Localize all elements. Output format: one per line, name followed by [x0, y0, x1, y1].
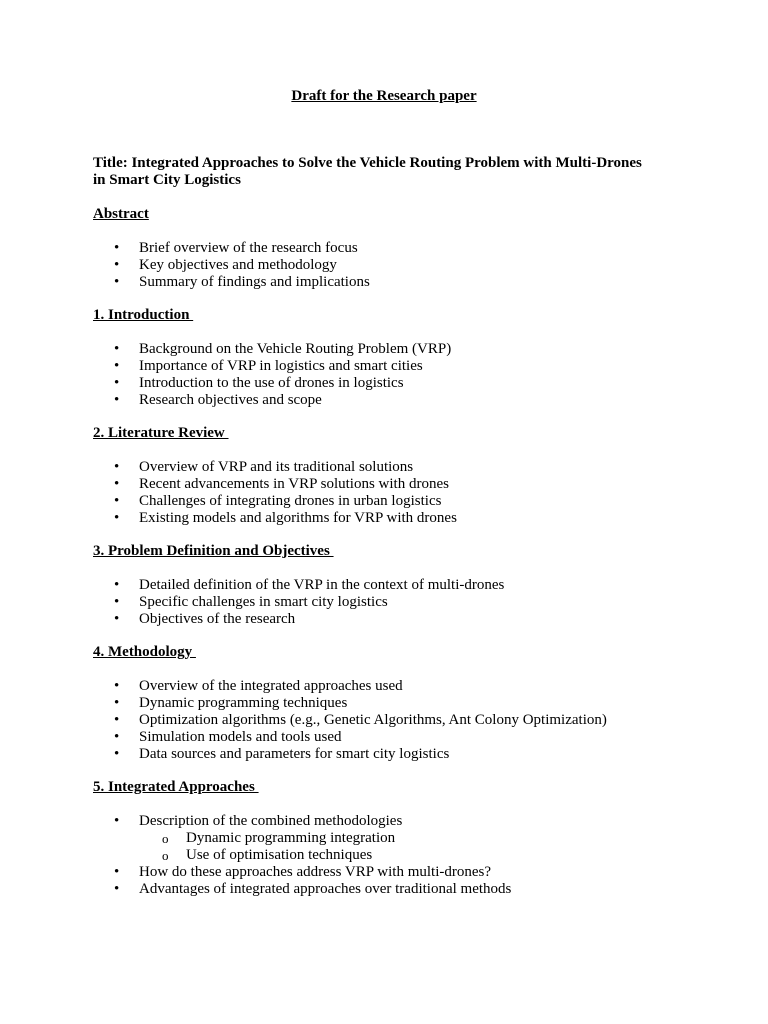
list-item: • Existing models and algorithms for VRP with drones — [0, 510, 457, 527]
abstract-list — [0, 240, 370, 291]
paper-title-line-1: Title: Integrated Approaches to Solve the Vehicle Routing Problem with Multi-Drones — [93, 155, 642, 171]
list-item: • Challenges of integrating drones in urban logistics — [0, 493, 457, 510]
problem-definition-heading: 3. Problem Definition and Objectives — [93, 543, 334, 559]
problem-definition-list — [0, 577, 504, 628]
introduction-list — [0, 341, 451, 409]
integrated-approaches-heading: 5. Integrated Approaches — [93, 779, 259, 795]
sub-list-item: o Dynamic programming integration — [0, 830, 511, 847]
list-item: • Research objectives and scope — [0, 392, 451, 409]
list-item: • Objectives of the research — [0, 611, 504, 628]
introduction-heading: 1. Introduction — [93, 307, 194, 323]
abstract-heading: Abstract — [93, 206, 149, 222]
list-item: • Background on the Vehicle Routing Problem (VRP) — [0, 341, 451, 358]
list-item: • Brief overview of the research focus — [0, 240, 370, 257]
list-item: • Advantages of integrated approaches over traditional methods — [0, 881, 511, 898]
list-item: • Introduction to the use of drones in logistics — [0, 375, 451, 392]
list-item: • Description of the combined methodologies — [0, 813, 511, 830]
list-item: • Specific challenges in smart city logistics — [0, 594, 504, 611]
document-header: Draft for the Research paper — [291, 88, 477, 104]
list-item: • Overview of the integrated approaches used — [0, 678, 607, 695]
methodology-heading: 4. Methodology — [93, 644, 196, 660]
literature-review-heading: 2. Literature Review — [93, 425, 229, 441]
list-item: • Summary of findings and implications — [0, 274, 370, 291]
integrated-approaches-list — [0, 813, 511, 898]
list-item: • Optimization algorithms (e.g., Genetic Algorithms, Ant Colony Optimization) — [0, 712, 607, 729]
list-item: • Key objectives and methodology — [0, 257, 370, 274]
paper-title-line-2: in Smart City Logistics — [93, 172, 241, 188]
list-item: • Importance of VRP in logistics and smart cities — [0, 358, 451, 375]
list-item: • Data sources and parameters for smart city logistics — [0, 746, 607, 763]
sub-list-container — [0, 830, 511, 864]
list-item: • Dynamic programming techniques — [0, 695, 607, 712]
list-item: • Detailed definition of the VRP in the context of multi-drones — [0, 577, 504, 594]
list-item: • Overview of VRP and its traditional solutions — [0, 459, 457, 476]
list-item: • Recent advancements in VRP solutions with drones — [0, 476, 457, 493]
literature-review-list — [0, 459, 457, 527]
list-item: • Simulation models and tools used — [0, 729, 607, 746]
methodology-list — [0, 678, 607, 763]
list-item: • How do these approaches address VRP with multi-drones? — [0, 864, 511, 881]
sub-list-item: o Use of optimisation techniques — [0, 847, 511, 864]
paper-title — [93, 155, 693, 189]
sub-list — [0, 830, 511, 864]
